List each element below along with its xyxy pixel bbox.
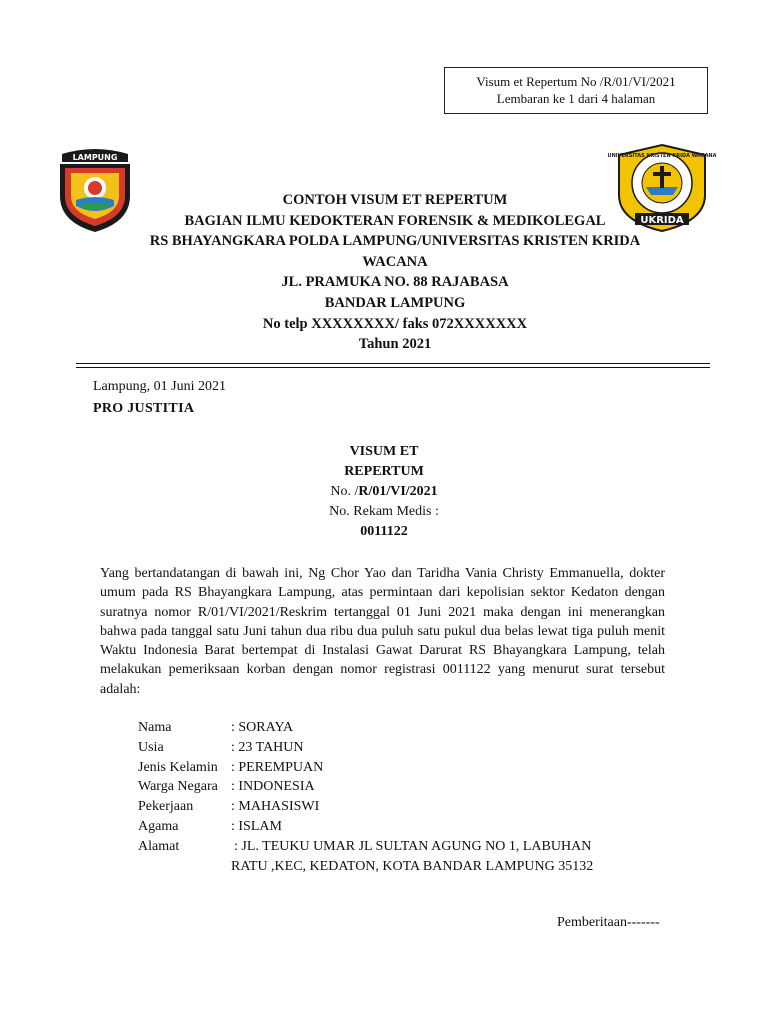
letterhead-institution: RS BHAYANGKARA POLDA LAMPUNG/UNIVERSITAS KRISTEN KRIDA xyxy=(149,233,641,250)
victim-identity xyxy=(138,718,593,876)
identity-value: : SORAYA xyxy=(231,720,294,735)
letterhead-contact: No telp XXXXXXXX/ faks 072XXXXXXX xyxy=(262,315,528,332)
pro-justitia: PRO JUSTITIA xyxy=(93,401,195,416)
identity-label: Pekerjaan xyxy=(138,799,194,815)
identity-label: Warga Negara xyxy=(138,779,218,795)
reference-box xyxy=(444,67,708,114)
identity-label: Nama xyxy=(138,720,172,735)
visum-number-value: R/01/VI/2021 xyxy=(358,484,438,499)
letterhead-department: BAGIAN ILMU KEDOKTERAN FORENSIK & MEDIKOLEGAL xyxy=(184,212,606,229)
identity-row xyxy=(138,817,593,837)
page-count: Lembaran ke 1 dari 4 halaman xyxy=(496,91,656,106)
identity-row xyxy=(138,797,593,817)
letterhead-title: CONTOH VISUM ET REPERTUM xyxy=(282,192,508,208)
identity-row xyxy=(138,777,593,797)
letterhead xyxy=(100,190,690,355)
visum-number-label: No. / xyxy=(330,484,359,499)
identity-label: Usia xyxy=(138,739,164,755)
address-label: Alamat xyxy=(138,838,180,854)
identity-value: : PEREMPUAN xyxy=(231,759,324,775)
address-line1: : JL. TEUKU UMAR JL SULTAN AGUNG NO 1, LABUHAN xyxy=(234,838,592,854)
visum-number xyxy=(200,482,568,502)
visum-title-line1: VISUM ET xyxy=(349,444,419,459)
visum-title-line2: REPERTUM xyxy=(344,464,424,479)
letterhead-institution-cont: WACANA xyxy=(362,253,428,270)
header-divider-bottom xyxy=(76,367,710,368)
opening-paragraph: Yang bertandatangan di bawah ini, Ng Chor Yao dan Taridha Vania Christy Emmanuella, dokter umum pada RS Bhayangkara Lampung, atas permintaan dari kepolisian sektor Kedaton dengan suratnya nomor R/01/VI/2021/Reskrim tertanggal 01 Juni 2021 maka dengan ini menerangkan bahwa pada tanggal satu Juni tahun dua ribu dua puluh satu pukul dua belas lewat tiga puluh menit Waktu Indonesia Barat bertempat di Instalasi Gawat Darurat RS Bhayangkara Lampung, telah melakukan pemeriksaan korban dengan nomor registrasi 0011122 yang menurut surat tersebut adalah: xyxy=(100,566,665,697)
header-divider-top xyxy=(76,363,710,364)
continuation-note: Pemberitaan------- xyxy=(557,915,660,930)
address-line2: RATU ,KEC, KEDATON, KOTA BANDAR LAMPUNG 35132 xyxy=(231,858,594,874)
identity-row xyxy=(138,718,593,738)
identity-value: : MAHASISWI xyxy=(231,799,320,815)
letterhead-address: JL. PRAMUKA NO. 88 RAJABASA xyxy=(281,274,509,291)
identity-row xyxy=(138,758,593,778)
identity-label: Agama xyxy=(138,818,179,834)
ukrida-ring-text: UNIVERSITAS KRISTEN KRIDA WACANA xyxy=(607,153,717,159)
identity-value: : 23 TAHUN xyxy=(231,739,304,755)
lampung-label: LAMPUNG xyxy=(72,153,118,162)
identity-row xyxy=(138,738,593,758)
identity-value: : ISLAM xyxy=(231,818,282,834)
letterhead-year: Tahun 2021 xyxy=(358,336,432,353)
ukrida-label: UKRIDA xyxy=(640,215,684,226)
identity-value: : INDONESIA xyxy=(231,779,315,795)
reference-number: Visum et Repertum No /R/01/VI/2021 xyxy=(476,74,676,89)
identity-row-address xyxy=(138,837,593,857)
medical-record-label: No. Rekam Medis : xyxy=(329,504,439,519)
identity-label: Jenis Kelamin xyxy=(138,759,218,775)
letter-date: Lampung, 01 Juni 2021 xyxy=(93,379,226,394)
letterhead-city: BANDAR LAMPUNG xyxy=(324,294,466,311)
medical-record-number: 0011122 xyxy=(360,524,408,539)
visum-title-block xyxy=(200,442,568,542)
